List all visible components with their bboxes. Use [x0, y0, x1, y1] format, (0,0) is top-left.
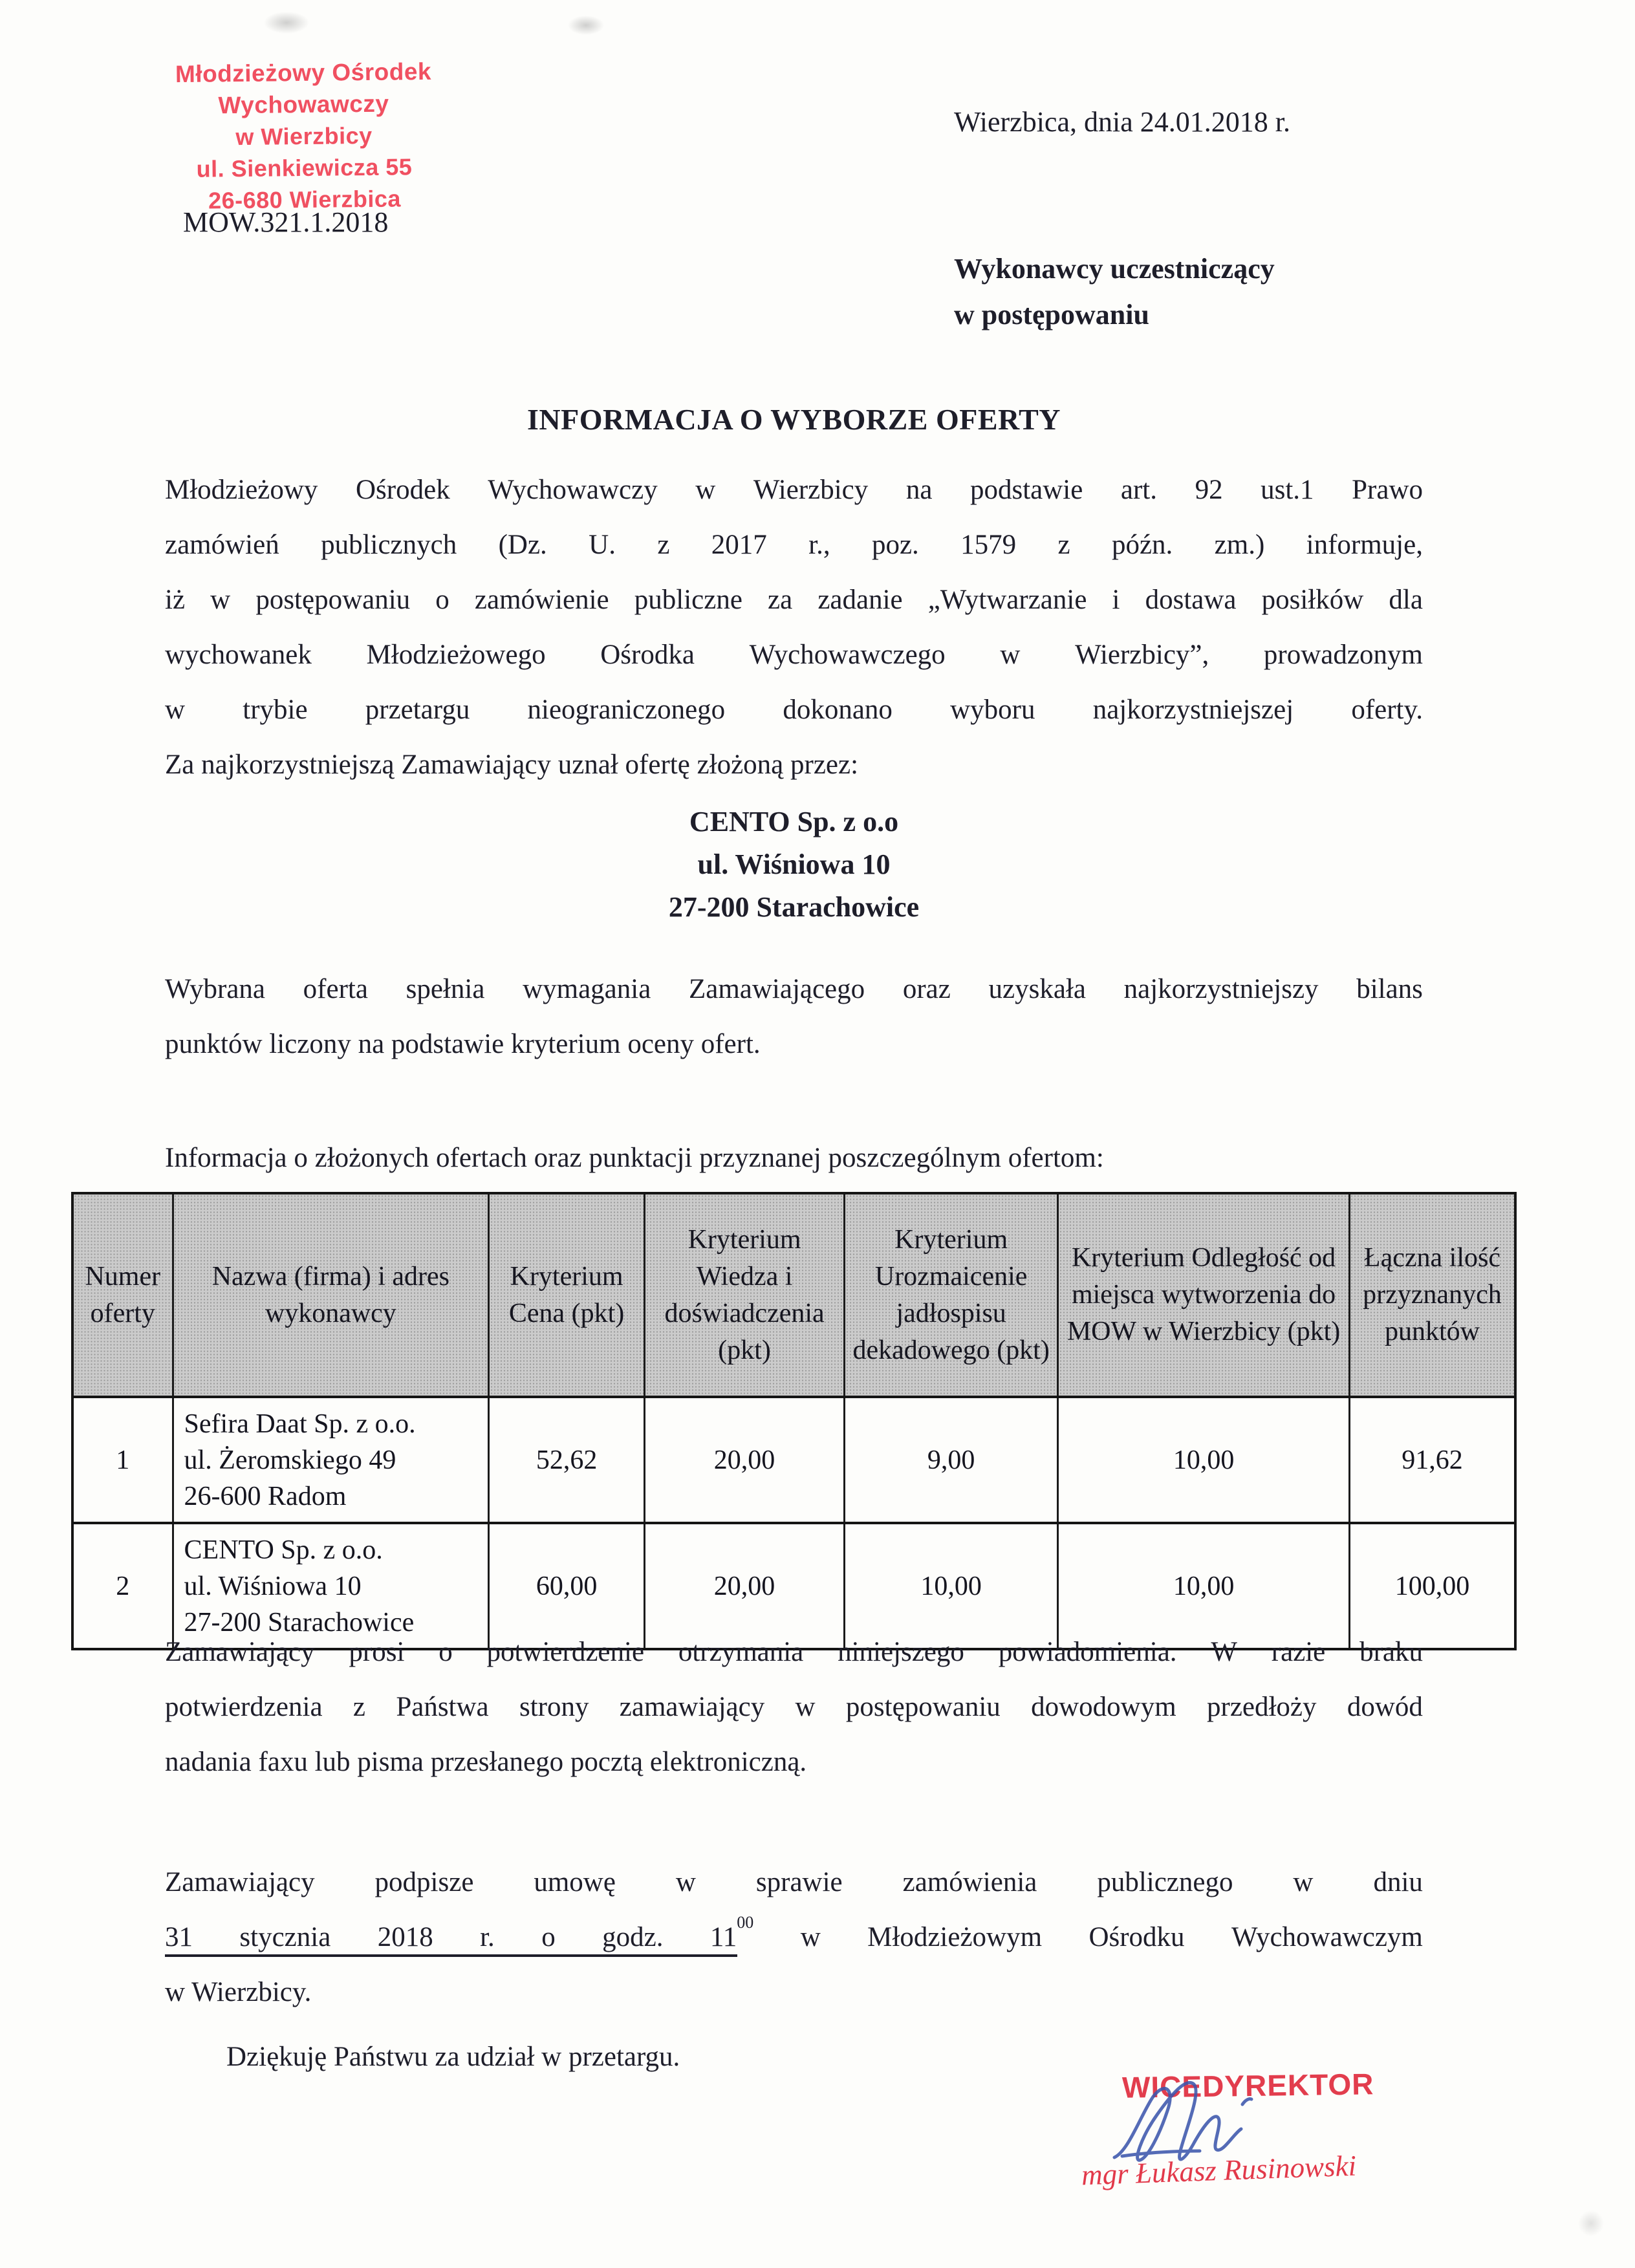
text-line: ul. Żeromskiego 49 — [184, 1445, 396, 1475]
contractor-name-cell — [173, 1397, 489, 1523]
table-header-cell: Łączna ilość przyznanych punktów — [1349, 1193, 1515, 1397]
word: potwierdzenia — [165, 1692, 323, 1722]
table-row — [72, 1397, 1515, 1523]
word: Wierzbicy — [753, 475, 869, 505]
text-line — [165, 462, 1423, 517]
word: Ośrodka — [600, 640, 695, 670]
text-line — [165, 1734, 1423, 1789]
date-line: Wierzbica, dnia 24.01.2018 r. — [954, 106, 1290, 138]
word: w — [695, 475, 716, 505]
word: nieograniczonego — [527, 695, 726, 725]
word: W — [1211, 1637, 1237, 1667]
text-run: Informacja o złożonych ofertach oraz punktacji przyznanej poszczególnym ofertom: — [165, 1143, 1104, 1173]
word: za — [768, 585, 793, 615]
word: Zamawiającego — [688, 974, 865, 1004]
word: U. — [589, 530, 616, 560]
text-line: 26-600 Radom — [184, 1481, 347, 1511]
word: publicznych — [321, 530, 457, 560]
scan-artifact — [264, 12, 309, 34]
text-line — [165, 1679, 1423, 1734]
word: Prawo — [1352, 475, 1423, 505]
table-header-cell: Kryterium Wiedza i doświadczenia (pkt) — [645, 1193, 845, 1397]
text-line — [165, 682, 1423, 737]
text-run: Za najkorzystniejszą Zamawiający uznał ofertę złożoną przez: — [165, 750, 859, 780]
word: razie — [1271, 1637, 1326, 1667]
word: niniejszego — [838, 1637, 964, 1667]
word: Wybrana — [165, 974, 265, 1004]
word: stycznia — [239, 1922, 331, 1952]
score-cell: 20,00 — [645, 1523, 845, 1649]
word: prosi — [349, 1637, 405, 1667]
word: zamówień — [165, 530, 279, 560]
word: przetargu — [365, 695, 470, 725]
word: i — [1112, 585, 1120, 615]
word: wymagania — [523, 974, 651, 1004]
word: postępowaniu — [255, 585, 411, 615]
text-line — [165, 1130, 1423, 1185]
name-stamp: mgr Łukasz Rusinowski — [1081, 2149, 1357, 2192]
word: o — [435, 585, 449, 615]
word: godz. — [602, 1922, 664, 1952]
word: w — [1000, 640, 1021, 670]
text-line: Młodzieżowy Ośrodek Wychowawczy — [175, 58, 432, 119]
word: otrzymania — [678, 1637, 804, 1667]
word: strony — [519, 1692, 589, 1722]
word: wyboru — [950, 695, 1035, 725]
text-line: ul. Sienkiewicza 55 — [196, 153, 413, 182]
word: w — [795, 1692, 816, 1722]
word: 1579 — [960, 530, 1017, 560]
text-run: punktów liczony na podstawie kryterium oceny ofert. — [165, 1029, 761, 1059]
word: dniu — [1373, 1867, 1423, 1897]
text-line: CENTO Sp. z o.o — [689, 806, 899, 837]
text-line — [165, 1017, 1423, 1072]
paragraph-intro — [165, 462, 1423, 792]
word: najkorzystniejszej — [1092, 695, 1294, 725]
score-cell: 20,00 — [645, 1397, 845, 1523]
winner-block — [165, 801, 1423, 929]
word: Zamawiający — [165, 1867, 315, 1897]
word: dowodowym — [1031, 1692, 1176, 1722]
word: zamawiający — [619, 1692, 765, 1722]
text-line — [165, 572, 1423, 627]
text-run: nadania faxu lub pisma przesłanego pocztą elektroniczną. — [165, 1747, 807, 1777]
table-header-cell: Kryterium Cena (pkt) — [489, 1193, 645, 1397]
page-title: INFORMACJA O WYBORZE OFERTY — [526, 403, 1061, 436]
score-cell: 91,62 — [1349, 1397, 1515, 1523]
word: 92 — [1195, 475, 1223, 505]
text-line — [165, 1910, 1423, 1965]
score-cell: 60,00 — [489, 1523, 645, 1649]
word: Państwa — [396, 1692, 489, 1722]
table-header-cell: Kryterium Urozmaicenie jadłospisu dekadowego (pkt) — [845, 1193, 1058, 1397]
text-run: w Wierzbicy. — [165, 1977, 312, 2007]
word: art. — [1120, 475, 1157, 505]
office-stamp — [103, 55, 506, 217]
role-stamp: WICEDYREKTOR — [1121, 2067, 1374, 2104]
word: w — [800, 1922, 821, 1952]
word: r., — [808, 530, 830, 560]
score-cell: 10,00 — [1058, 1523, 1350, 1649]
word: $11^{00}$ — [709, 1913, 754, 1952]
score-cell: 10,00 — [845, 1523, 1058, 1649]
recipient-block — [954, 246, 1275, 338]
word: braku — [1359, 1637, 1423, 1667]
paragraph-contract — [165, 1855, 1423, 2020]
score-cell: 10,00 — [1058, 1397, 1350, 1523]
word: z — [1057, 530, 1070, 560]
word: trybie — [243, 695, 308, 725]
word: 2017 — [711, 530, 767, 560]
word: publicznego — [1097, 1867, 1233, 1897]
word: w — [165, 695, 186, 725]
word: informuje, — [1306, 530, 1423, 560]
word: dowód — [1347, 1692, 1423, 1722]
table-body — [72, 1397, 1515, 1649]
paragraph-confirmation — [165, 1625, 1423, 1789]
word: o — [439, 1637, 453, 1667]
table-header-cell: Kryterium Odległość od miejsca wytworzenia do MOW w Wierzbicy (pkt) — [1058, 1193, 1350, 1397]
word: posiłków — [1261, 585, 1364, 615]
word: Ośrodku — [1088, 1922, 1185, 1952]
paragraph-table-intro — [165, 1130, 1423, 1185]
word: Zamawiający — [165, 1637, 315, 1667]
score-cell: 100,00 — [1349, 1523, 1515, 1649]
offer-number-cell: 1 — [72, 1397, 173, 1523]
text-line — [165, 1855, 1423, 1910]
scan-artifact — [1578, 2210, 1604, 2236]
word: w — [1293, 1867, 1314, 1897]
word: 2018 — [377, 1922, 433, 1952]
text-line: Sefira Daat Sp. z o.o. — [184, 1409, 416, 1439]
reference-number: MOW.321.1.2018 — [183, 206, 389, 238]
word: Wychowawczy — [488, 475, 658, 505]
date-underline — [165, 1954, 737, 1957]
text-line — [165, 962, 1423, 1017]
word: oferty. — [1351, 695, 1423, 725]
word: Młodzieżowy — [165, 475, 318, 505]
word: Wychowawczym — [1231, 1922, 1423, 1952]
word: dla — [1389, 585, 1423, 615]
word: oraz — [902, 974, 951, 1004]
word: zamówienie — [474, 585, 609, 615]
word: Młodzieżowego — [366, 640, 546, 670]
text-line: ul. Wiśniowa 10 — [184, 1571, 362, 1601]
word: podpisze — [374, 1867, 474, 1897]
word: umowę — [534, 1867, 616, 1897]
offers-table — [71, 1192, 1517, 1650]
word: przedłoży — [1207, 1692, 1317, 1722]
text-line: 27-200 Starachowice — [668, 891, 920, 923]
text-line: Wykonawcy uczestniczący — [954, 253, 1275, 285]
text-line: 26-680 Wierzbica — [208, 185, 402, 214]
word: Młodzieżowym — [867, 1922, 1043, 1952]
word: „Wytwarzanie — [927, 585, 1087, 615]
table-header-cell: Nazwa (firma) i adres wykonawcy — [173, 1193, 489, 1397]
text-line — [165, 1965, 1423, 2020]
score-cell: 52,62 — [489, 1397, 645, 1523]
text-line: ul. Wiśniowa 10 — [697, 848, 891, 880]
text-line: w Wierzbicy — [235, 122, 373, 151]
word: Wychowawczego — [749, 640, 946, 670]
word: iż — [165, 585, 186, 615]
word: r. — [480, 1922, 495, 1952]
word: (Dz. — [498, 530, 547, 560]
word: w — [675, 1867, 696, 1897]
word: oferta — [303, 974, 368, 1004]
score-cell: 9,00 — [845, 1397, 1058, 1523]
word: późn. — [1111, 530, 1173, 560]
text-line — [165, 517, 1423, 572]
word: uzyskała — [988, 974, 1086, 1004]
closing-line: Dziękuję Państwu za udział w przetargu. — [226, 2042, 680, 2072]
offer-number-cell: 2 — [72, 1523, 173, 1649]
word: z — [657, 530, 670, 560]
word: najkorzystniejszy — [1123, 974, 1319, 1004]
scan-artifact — [568, 16, 604, 35]
word: z — [352, 1692, 365, 1722]
word: Ośrodek — [356, 475, 450, 505]
word: zamówienia — [902, 1867, 1037, 1897]
word: na — [905, 475, 933, 505]
word: wychowanek — [165, 640, 312, 670]
word: ust.1 — [1261, 475, 1314, 505]
word: potwierdzenie — [486, 1637, 645, 1667]
text-line: w postępowaniu — [954, 299, 1149, 330]
word: w — [210, 585, 231, 615]
word: dostawa — [1145, 585, 1237, 615]
word: powiadomienia. — [998, 1637, 1177, 1667]
word: bilans — [1356, 974, 1423, 1004]
text-line — [165, 627, 1423, 682]
word: spełnia — [406, 974, 485, 1004]
text-line — [165, 737, 1423, 792]
word: poz. — [871, 530, 919, 560]
word: dokonano — [783, 695, 893, 725]
word: podstawie — [969, 475, 1083, 505]
paragraph-selection — [165, 962, 1423, 1072]
table-header-row — [72, 1193, 1515, 1397]
word: 31 — [165, 1922, 193, 1952]
text-line — [165, 1625, 1423, 1679]
text-line: CENTO Sp. z o.o. — [184, 1535, 383, 1565]
word: sprawie — [755, 1867, 843, 1897]
table-header-cell: Numer oferty — [72, 1193, 173, 1397]
word: zm.) — [1214, 530, 1265, 560]
word: o — [541, 1922, 556, 1952]
word: postępowaniu — [845, 1692, 1001, 1722]
word: Wierzbicy”, — [1075, 640, 1209, 670]
word: zadanie — [817, 585, 903, 615]
text-line: 27-200 Starachowice — [184, 1607, 415, 1637]
table-head — [72, 1193, 1515, 1397]
word: publiczne — [634, 585, 742, 615]
word: prowadzonym — [1263, 640, 1423, 670]
